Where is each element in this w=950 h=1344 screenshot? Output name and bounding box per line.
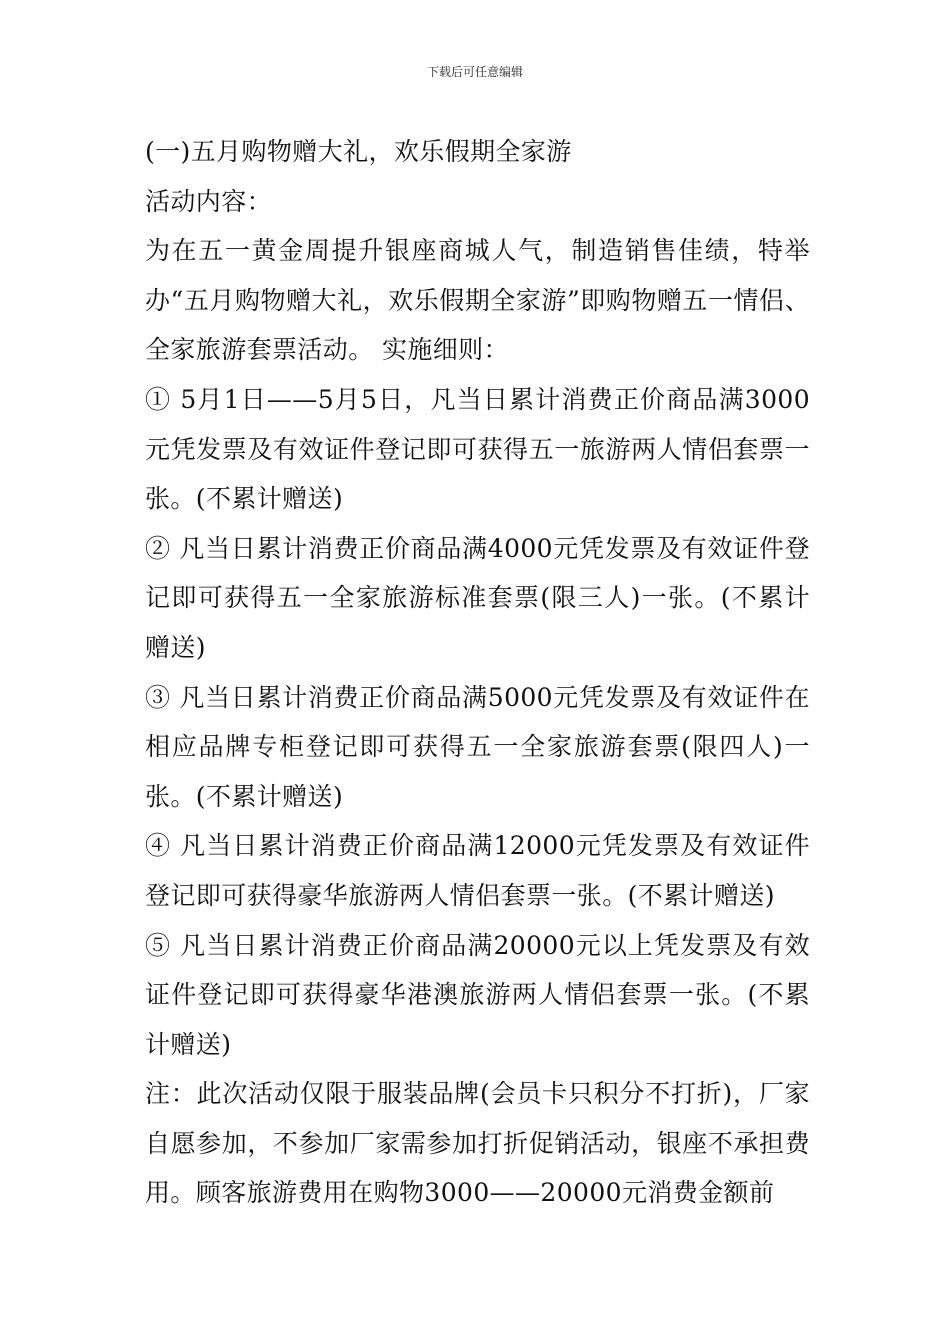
section-label: 活动内容：: [145, 186, 273, 216]
page-header: 下载后可任意编辑: [426, 65, 523, 79]
document-title: (一)五月购物赠大礼，欢乐假期全家游: [145, 137, 572, 166]
note-paragraph: 注：此次活动仅限于服装品牌(会员卡只积分不打折)，厂家自愿参加，不参加厂家需参加打折促销活动，银座不承担费用。顾客旅游费用在购物3000——20000元消费金额前: [145, 1079, 810, 1208]
document-body: [145, 127, 810, 1218]
rule-item-3: ③ 凡当日累计消费正价商品满5000元凭发票及有效证件在相应品牌专柜登记即可获得五一全家旅游套票(限四人)一张。(不累计赠送): [145, 682, 810, 811]
rule-item-2: ② 凡当日累计消费正价商品满4000元凭发票及有效证件登记即可获得五一全家旅游标准套票(限三人)一张。(不累计赠送): [145, 533, 810, 662]
rule-item-1: ① 5月1日——5月5日，凡当日累计消费正价商品满3000元凭发票及有效证件登记即可获得五一旅游两人情侣套票一张。(不累计赠送): [145, 384, 810, 514]
rule-item-4: ④ 凡当日累计消费正价商品满12000元凭发票及有效证件登记即可获得豪华旅游两人情侣套票一张。(不累计赠送): [145, 831, 810, 910]
intro-paragraph: 为在五一黄金周提升银座商城人气，制造销售佳绩，特举办“五月购物赠大礼，欢乐假期全家游”即购物赠五一情侣、全家旅游套票活动。 实施细则：: [145, 236, 810, 365]
rule-item-5: ⑤ 凡当日累计消费正价商品满20000元以上凭发票及有效证件登记即可获得豪华港澳旅游两人情侣套票一张。(不累计赠送): [145, 930, 810, 1059]
